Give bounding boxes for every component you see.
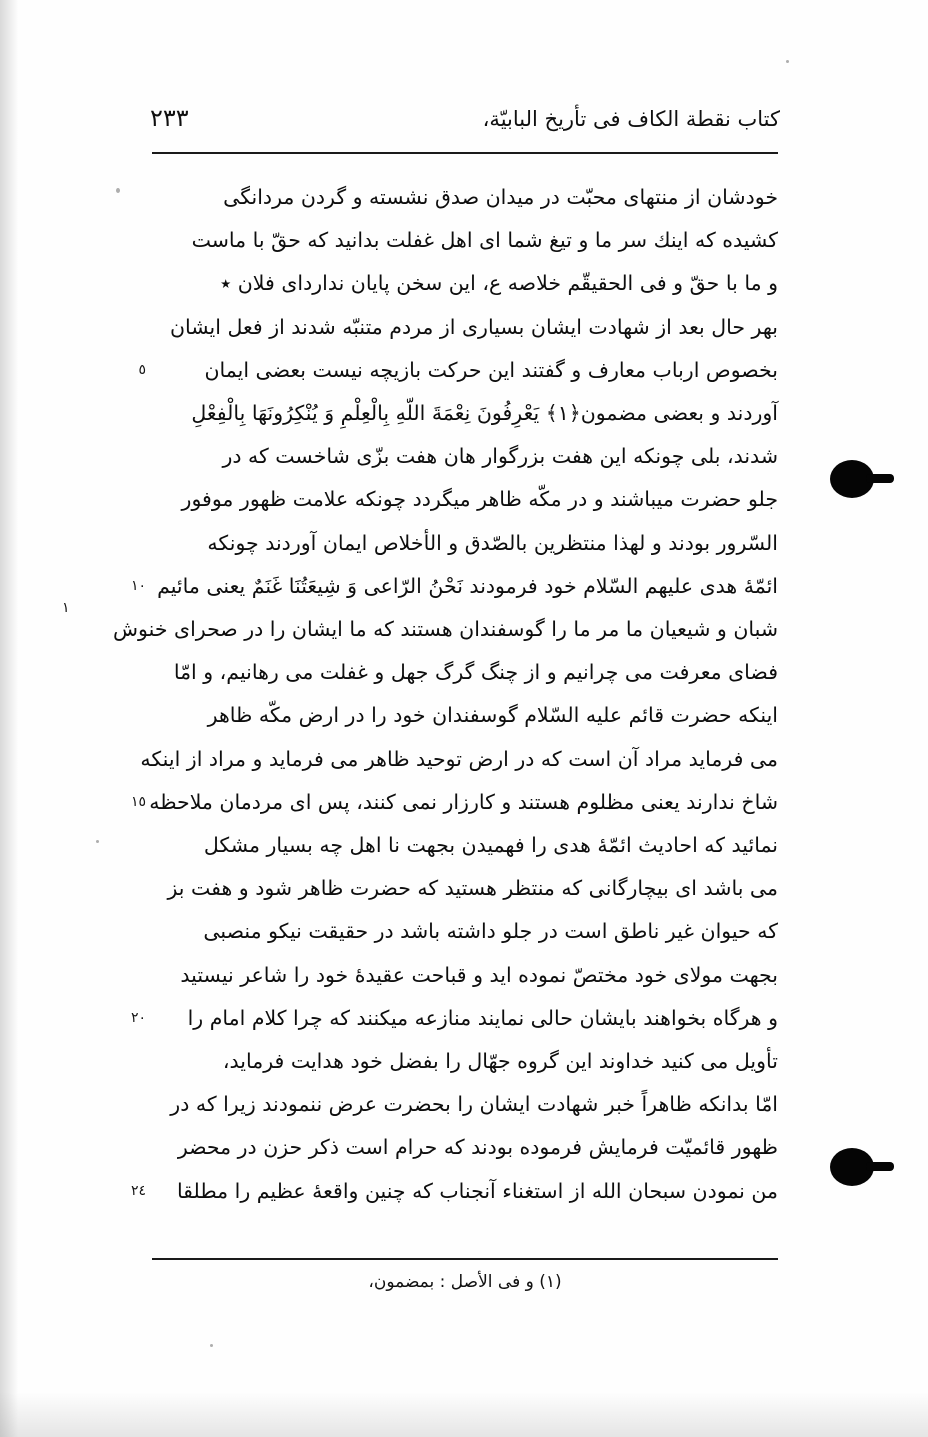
scan-speck <box>116 188 120 193</box>
text-line: كه حيوان غير ناطق است در جلو داشته باشد در حقيقت نيكو منصبى <box>203 919 778 944</box>
text-line: السّرور بودند و لهذا منتظرين بالصّدق و الأخلاص ايمان آوردند چونكه <box>207 530 778 555</box>
text-line: نمائيد كه احاديث ائمّهٔ هدى را فهميدن بجهت نا اهل چه بسيار مشكل <box>203 833 778 858</box>
line-number-5: ٥ <box>138 361 146 378</box>
ink-blot-lower-tail <box>866 1162 894 1171</box>
text-line: جلو حضرت ميباشند و در مكّه ظاهر ميگردد چونكه علامت ظهور موفور <box>181 487 778 512</box>
text-line: و ما با حقّ و فى الحقيقّم خلاصه ع، اين سخن پايان نداردای فلان ٭ <box>220 271 778 296</box>
margin-tick: ١ <box>62 600 70 616</box>
text-line: شدند، بلى چونكه اين هفت بزرگوار هان هفت بزّى شاخست كه در <box>222 444 778 469</box>
footnote-divider <box>152 1258 778 1260</box>
text-line: من نمودن سبحان الله از استغناء آنجناب كه چنين واقعهٔ عظيم را مطلقا ٢٤ <box>152 1170 778 1213</box>
page-number: ٢٣٣ <box>150 104 189 132</box>
text-line: ائمّهٔ هدى عليهم السّلام خود فرمودند نَحْنُ الرّاعى وَ شِيعَتُنَا غَنَمٌ يعنى مائيم ١٠ <box>152 565 778 608</box>
text-line: مى باشد اى بيچارگانى كه منتظر هستيد كه حضرت ظاهر شود و هفت بز <box>167 876 778 901</box>
running-header <box>150 104 780 132</box>
text-line: امّا بدانكه ظاهراً خبر شهادت ايشان را بحضرت عرض ننمودند زيرا كه در <box>170 1092 778 1117</box>
text-line: فضاى معرفت مى چرانيم و از چنگ گرگ جهل و غفلت مى رهانيم، و امّا <box>173 660 778 685</box>
footnote-text: (١) و فى الأصل : بمضمون، <box>368 1272 562 1292</box>
scan-speck <box>786 60 789 63</box>
header-divider <box>152 152 778 154</box>
scan-speck <box>210 1344 213 1347</box>
text-line: بخصوص ارباب معارف و گفتند اين حركت بازيچه نيست بعضى ايمان ٥ <box>152 349 778 392</box>
text-line: شبان و شيعيان ما مر ما را گوسفندان هستند كه ما ايشان را در صحراى خنوش <box>113 617 778 642</box>
line-number-15: ١٥ <box>130 793 146 810</box>
line-number-10: ١٠ <box>130 577 146 594</box>
line-number-24: ٢٤ <box>130 1182 146 1199</box>
text-line: ظهور قائميّت فرمايش فرموده بودند كه حرام است ذكر حزن در محضر <box>177 1135 778 1160</box>
text-line: بهر حال بعد از شهادت ايشان بسيارى از مردم متنبّه شدند از فعل ايشان <box>169 314 778 339</box>
text-line: بجهت مولاى خود مختصّ نموده ايد و قباحت عقيدهٔ خود را شاعر نيستيد <box>180 962 778 987</box>
text-line: و هرگاه بخواهند بايشان حالى نمايند منازعه ميكنند كه چرا كلام امام را ٢٠ <box>152 997 778 1040</box>
book-title: كتاب نقطة الكاف فى تأريخ البابيّة، <box>482 107 780 131</box>
line-number-20: ٢٠ <box>130 1009 146 1026</box>
scan-speck <box>96 840 99 843</box>
scan-edge-artifact-bottom <box>0 1377 928 1437</box>
ink-blot-upper-tail <box>866 474 894 483</box>
text-line: كشيده كه اينك سر ما و تيغ شما اى اهل غفلت بدانيد كه حقّ با ماست <box>191 228 778 253</box>
body-text <box>113 176 778 1213</box>
text-line: اينكه حضرت قائم عليه السّلام گوسفندان خود را در ارض مكّه ظاهر <box>207 703 778 728</box>
scan-edge-artifact-left <box>0 0 26 1437</box>
text-line: شاخ ندارند يعنى مظلوم هستند و كارزار نمى كنند، پس اى مردمان ملاحظه ١٥ <box>152 781 778 824</box>
text-line: مى فرمايد مراد آن است كه در ارض توحيد ظاهر مى فرمايد و مراد از اينكه <box>140 746 778 771</box>
text-line: آوردند و بعضى مضمون﴿١﴾ يَعْرِفُونَ نِعْمَةَ اللّهِ بِالْعِلْمِ وَ يُنْكِرُونَهَا بِالْفِعْلِ <box>191 401 778 426</box>
text-line: خودشان از منتهاى محبّت در ميدان صدق نشسته و گردن مردانگى <box>223 185 778 209</box>
text-line: تأويل مى كنيد خداوند اين گروه جهّال را بفضل خود هدايت فرمايد، <box>222 1049 778 1074</box>
